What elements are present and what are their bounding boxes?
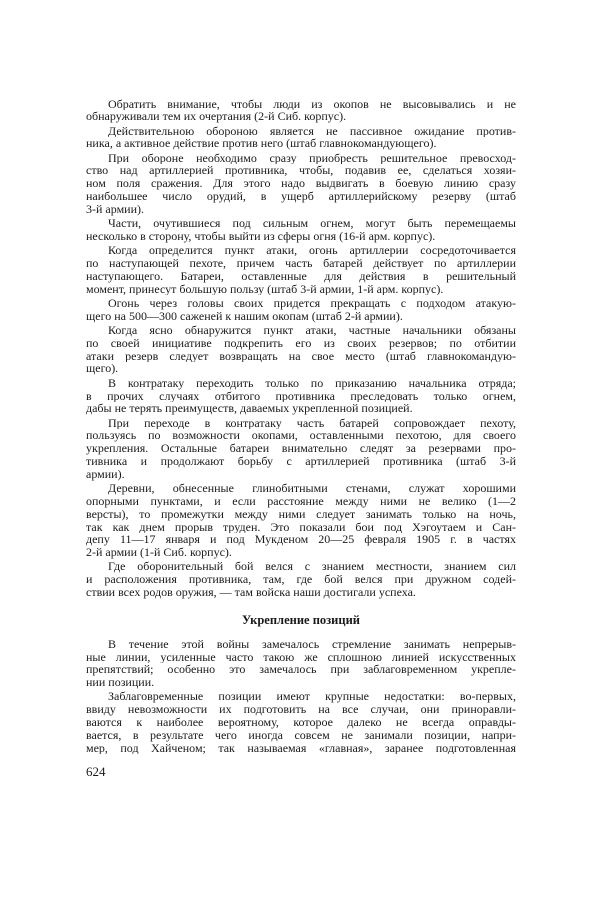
text-line: по наступающей пехоте, причем часть батарей действует по артиллерии bbox=[86, 257, 516, 270]
text-line: ваются к наиболее вероятному, которое далеко не всегда оправды- bbox=[86, 716, 516, 729]
text-line: тивника и продолжают борьбу с артиллерией противника (штаб 3-й bbox=[86, 455, 516, 468]
text-line: атаки резерв следует возвращать на свое место (штаб главнокомандую- bbox=[86, 349, 516, 363]
paragraphs-before bbox=[86, 98, 516, 599]
paragraph bbox=[86, 638, 516, 689]
text-line: в прочих случаях отбитого противника преследовать только огнем, bbox=[86, 389, 516, 403]
paragraph bbox=[86, 377, 516, 415]
text-line: депу 11—17 января и под Мукденом 20—25 февраля 1905 г. в частях bbox=[86, 533, 516, 547]
page-number: 624 bbox=[86, 764, 106, 780]
text-line: препятствий; особенно это замечалось при заблаговременном укрепле- bbox=[86, 663, 516, 677]
paragraph bbox=[86, 482, 516, 559]
text-line: нии позиции. bbox=[86, 676, 155, 689]
text-line: Действительною обороною является не пассивное ожидание против- bbox=[108, 124, 516, 138]
text-line: При переходе в контратаку часть батарей сопровождает пехоту, bbox=[108, 416, 516, 430]
text-line: ство над артиллерией противника, чтобы, подавив ее, сделаться хозяи- bbox=[86, 164, 516, 178]
text-line: В течение этой войны замечалось стремление занимать непрерыв- bbox=[108, 637, 516, 651]
text-line: ввиду невозможности их подготовить на все случаи, они приноравли- bbox=[86, 703, 516, 717]
text-line: дабы не терять преимуществ, даваемых укрепленной позицией. bbox=[86, 402, 413, 416]
text-line: по своей инициативе подкрепить его из своих резервов; по отбитии bbox=[86, 336, 516, 350]
text-line: Части, очутившиеся под сильным огнем, могут быть перемещаемы bbox=[108, 217, 516, 230]
text-line: щего). bbox=[86, 362, 119, 376]
paragraph bbox=[86, 324, 516, 375]
paragraph bbox=[86, 560, 516, 598]
text-line: 3-й армии). bbox=[86, 202, 144, 216]
text-line: Обратить внимание, чтобы люди из окопов не высовывались и не bbox=[108, 97, 516, 111]
text-line: наступающего. Батареи, оставленные для действия в решительный bbox=[86, 269, 516, 283]
page-body bbox=[86, 96, 516, 780]
text-line: 2-й армии (1-й Сиб. корпус). bbox=[86, 546, 232, 559]
paragraphs-after bbox=[86, 638, 516, 755]
text-line: пользуясь по возможности окопами, оставленными пехотою, для своего bbox=[86, 429, 516, 443]
text-line: наибольшее число орудий, в ущерб артиллерийскому резерву (штаб bbox=[86, 190, 516, 203]
text-line: укрепления. Остальные батареи внимательно следят за резервами про- bbox=[86, 442, 516, 456]
text-line: ные линии, усиленные часто такою же сплошною линией искусственных bbox=[86, 650, 516, 664]
text-line: момент, принесут большую пользу (штаб 3-й армии, 1-й арм. корпус). bbox=[86, 282, 444, 296]
text-line: Где оборонительный бой велся с знанием местности, знанием сил bbox=[108, 560, 516, 574]
text-line: Деревни, обнесенные глинобитными стенами, служат хорошими bbox=[108, 482, 516, 495]
text-line: армии). bbox=[86, 467, 125, 481]
text-line: ствии всех родов оружия, — там войска наши достигали успеха. bbox=[86, 585, 416, 599]
text-line: щего на 500—300 саженей к нашим окопам (штаб 2-й армии). bbox=[86, 309, 403, 323]
paragraph bbox=[86, 125, 516, 151]
text-line: Когда определится пункт атаки, огонь артиллерии сосредоточивается bbox=[108, 244, 516, 258]
paragraph bbox=[86, 690, 516, 754]
text-line: версты), то промежутки между ними следует занимать только на ночь, bbox=[86, 507, 516, 521]
text-line: В контратаку переходить только по приказанию начальника отряда; bbox=[108, 376, 516, 390]
text-line: ника, а активное действие против него (штаб главнокомандующего). bbox=[86, 137, 437, 151]
paragraph bbox=[86, 417, 516, 481]
text-line: так как днем прорыв труден. Это показали бои под Хэгоутаем и Сан- bbox=[86, 520, 516, 534]
text-line: Когда ясно обнаружится пункт атаки, частные начальники обязаны bbox=[108, 324, 516, 337]
text-line: опорными пунктами, и если расстояние между ними не велико (1—2 bbox=[86, 494, 516, 508]
text-line: вается, в результате чего иногда совсем не занимали позиции, напри- bbox=[86, 728, 516, 742]
paragraph bbox=[86, 244, 516, 295]
text-line: и расположения противника, там, где бой велся при дружном содей- bbox=[86, 573, 516, 586]
paragraph bbox=[86, 217, 516, 243]
text-line: обнаруживали тем их очертания (2-й Сиб. корпус). bbox=[86, 110, 347, 124]
paragraph bbox=[86, 152, 516, 216]
text-line: Заблаговременные позиции имеют крупные недостатки: во-первых, bbox=[108, 690, 516, 704]
text-line: мер, под Хайченом; так называемая «главная», заранее подготовленная bbox=[86, 741, 516, 755]
text-line: несколько в сторону, чтобы выйти из сферы огня (16-й арм. корпус). bbox=[86, 229, 436, 243]
section-heading: Укрепление позиций bbox=[242, 612, 360, 627]
text-line: Огонь через головы своих придется прекращать с подходом атакую- bbox=[108, 296, 516, 310]
paragraph bbox=[86, 297, 516, 323]
paragraph bbox=[86, 98, 516, 124]
text-line: ном поля сражения. Для этого надо выдвигать в боевую линию сразу bbox=[86, 177, 516, 191]
text-line: При обороне необходимо сразу приобресть решительное превосход- bbox=[108, 151, 516, 165]
